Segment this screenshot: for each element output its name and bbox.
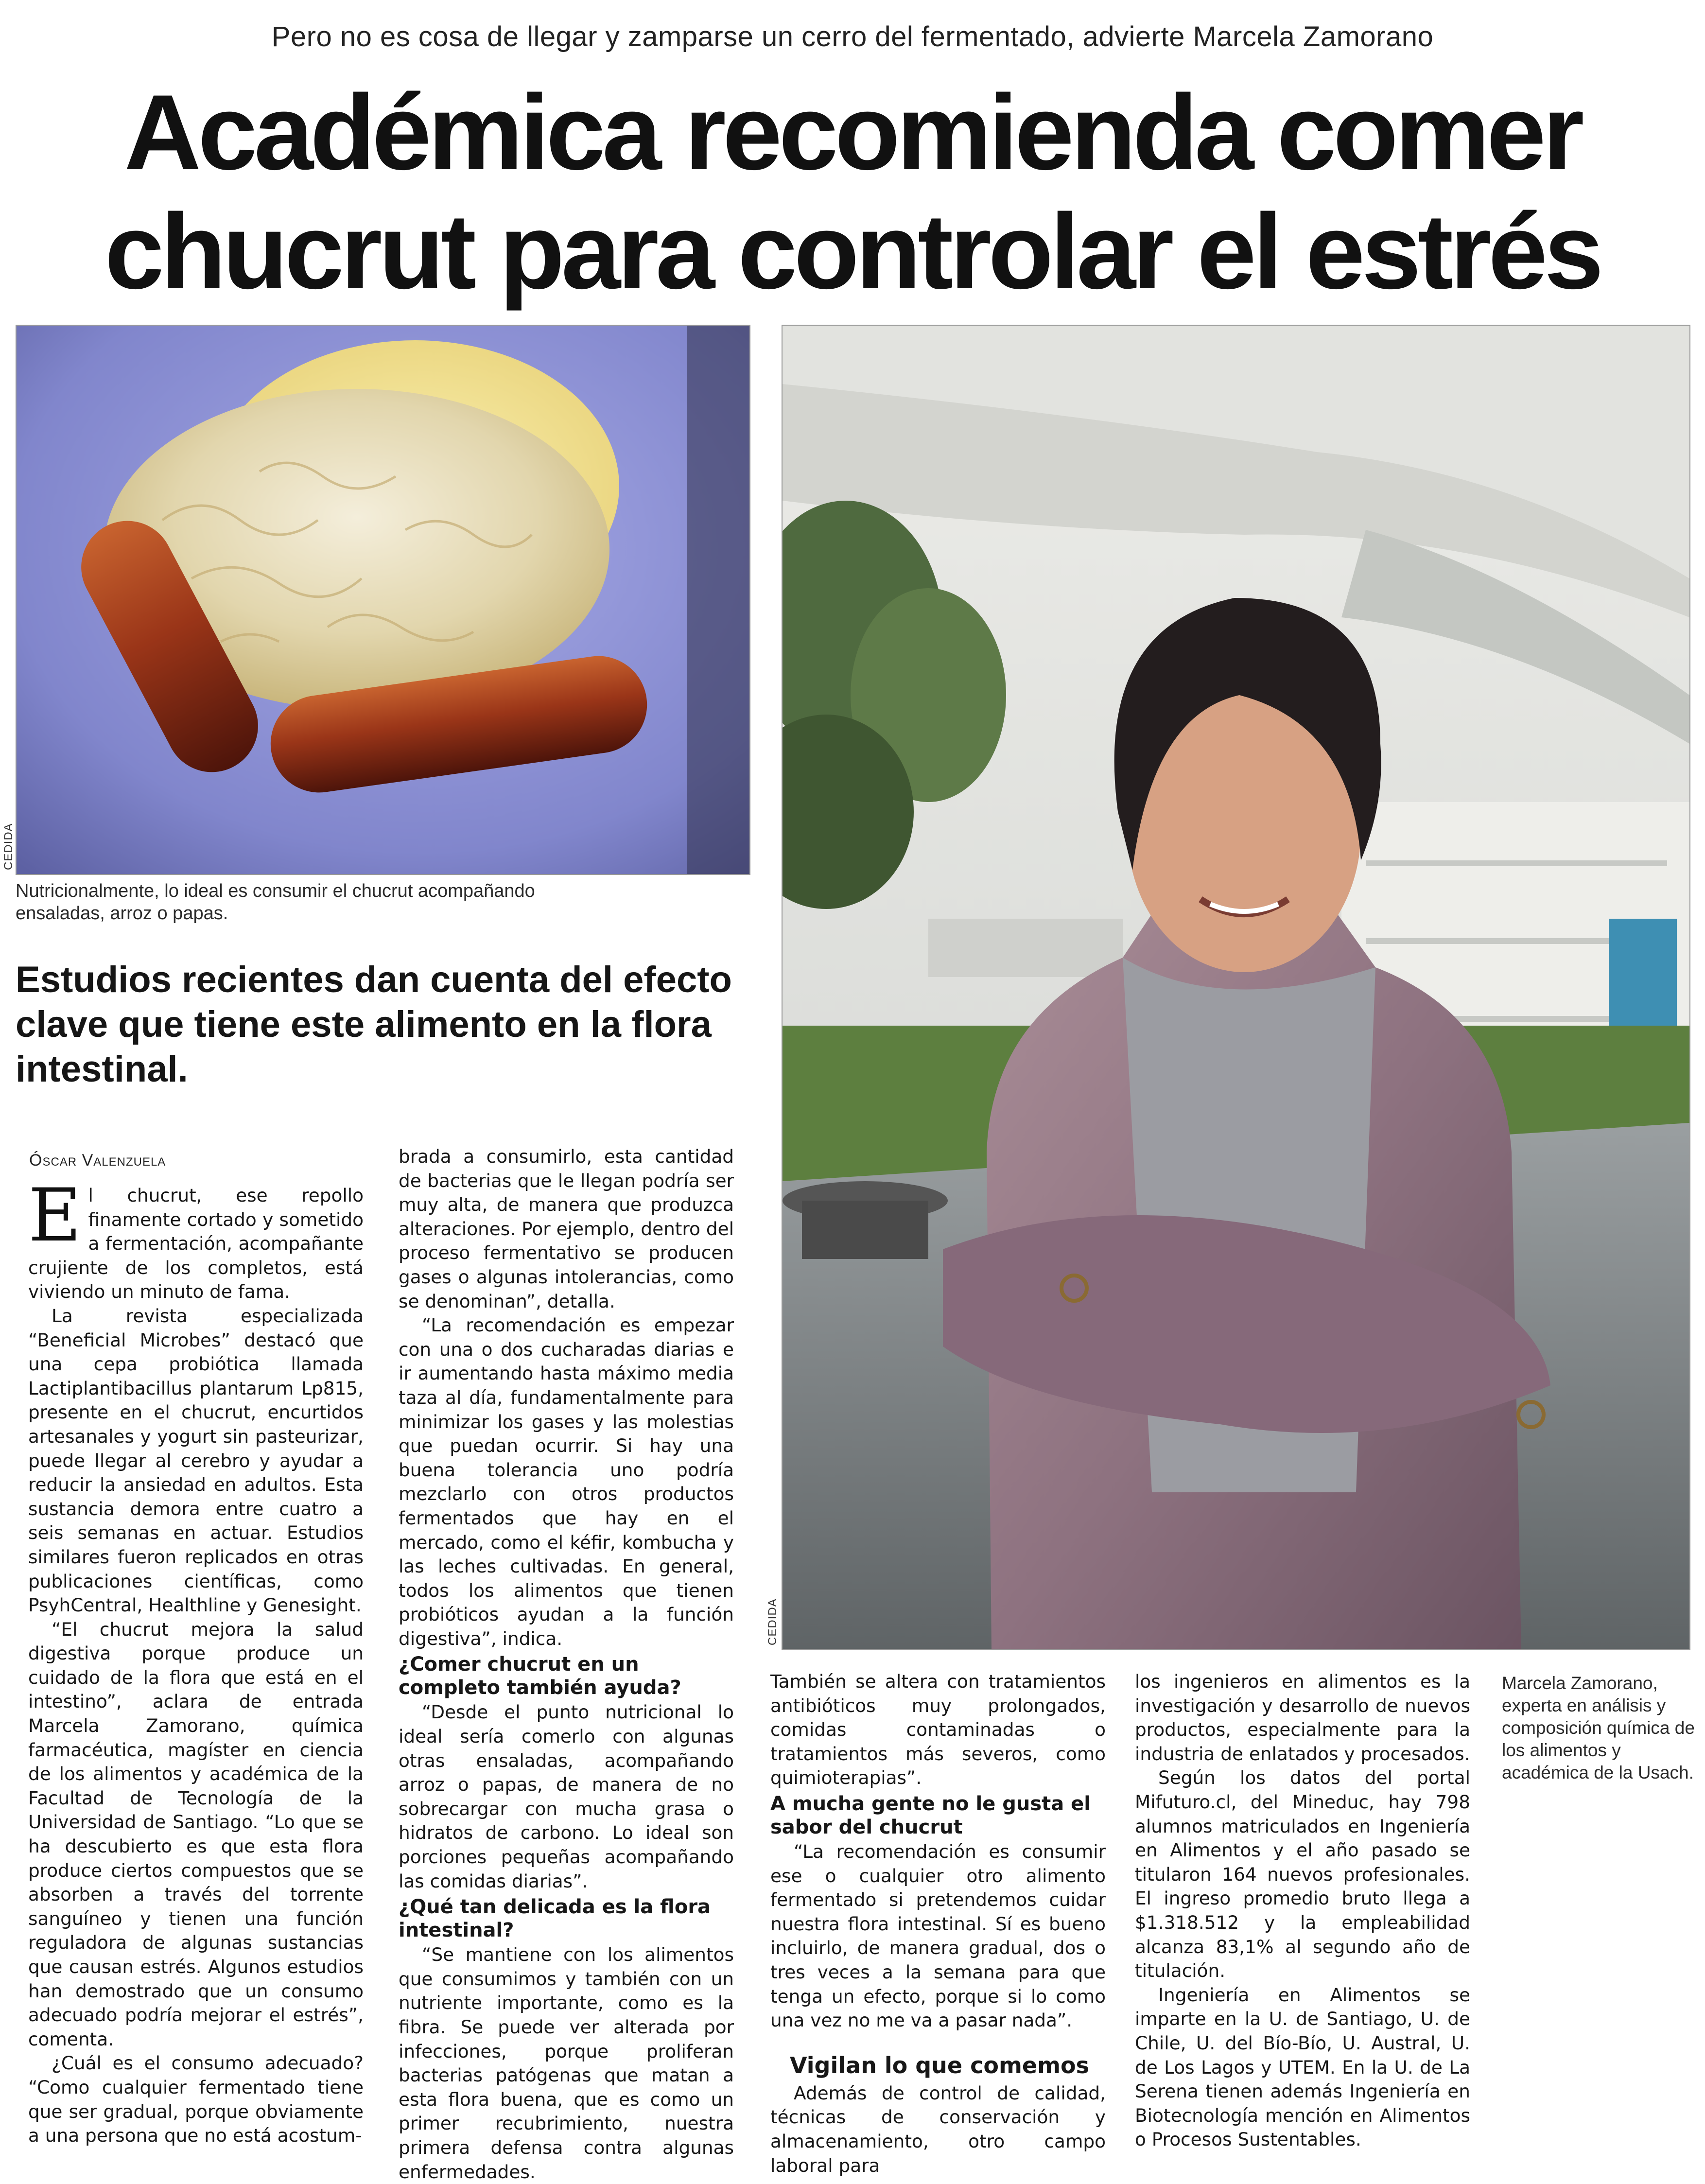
subhead: Estudios recientes dan cuenta del efecto clave que tiene este alimento en la flora intestinal. bbox=[16, 959, 732, 1090]
food-photo-image bbox=[17, 326, 749, 874]
portrait-photo-credit: CEDIDA bbox=[766, 1598, 779, 1645]
section-question: A mucha gente no le gusta el sabor del chucrut bbox=[770, 1792, 1091, 1838]
body-column-1 bbox=[28, 1173, 364, 2148]
body-paragraph: Además de control de calidad, técnicas de conservación y almacenamiento, otro campo laboral para bbox=[770, 2082, 1106, 2176]
section-heading: Vigilan lo que comemos bbox=[790, 2052, 1090, 2079]
body-paragraph: ¿Cuál es el consumo adecuado? “Como cualquier fermentado tiene que ser gradual, porque obviamente a una persona que no está acostum- bbox=[28, 2052, 364, 2147]
body-paragraph: los ingenieros en alimentos es la investigación y desarrollo de nuevos productos, especialmente para la industria de enlatados y procesados. bbox=[1135, 1671, 1470, 1765]
body-paragraph: La revista especializada “Beneficial Microbes” destacó que una cepa probiótica llamada Lactiplantibacillus plantarum Lp815, presente en el chucrut, encurtidos artesanales y yogurt sin pasteurizar, puede llegar al cerebro y ayudar a reducir la ansiedad en adultos. Esta sustancia demora entre cuatro a seis semanas en actuar. Estudios similares fueron replicados en otras publicaciones científicas, como PsyhCentral, Healthline y Genesight. bbox=[28, 1305, 364, 1616]
portrait-photo bbox=[782, 325, 1690, 1650]
headline-line-1: Académica recomienda comer bbox=[124, 72, 1581, 192]
food-photo-caption: Nutricionalmente, lo ideal es consumir el chucrut acompañando ensaladas, arroz o papas. bbox=[16, 881, 535, 924]
body-paragraph: Según los datos del portal Mifuturo.cl, del Mineduc, hay 798 alumnos matriculados en Ingeniería en Alimentos y el año pasado se titularon 164 nuevos profesionales. El ingreso promedio bruto llega a $1.318.512 y la empleabilidad alcanza 83,1% al segundo año de titulación. bbox=[1135, 1767, 1470, 1982]
body-paragraph: El chucrut, ese repollo finamente cortado y sometido a fermentación, acompañante crujiente de los completos, está viviendo un minuto de fama. bbox=[28, 1173, 364, 1303]
body-paragraph: “Desde el punto nutricional lo ideal sería comerlo con algunas otras ensaladas, acompañando arroz o papas, de manera de no sobrecargar con mucha grasa o hidratos de carbono. Lo ideal son porciones pequeñas acompañando las comidas diarias”. bbox=[399, 1701, 734, 1892]
section-question: ¿Qué tan delicada es la flora intestinal? bbox=[399, 1896, 711, 1942]
food-photo-credit: CEDIDA bbox=[2, 823, 15, 870]
portrait-photo-caption: Marcela Zamorano, experta en análisis y composición química de los alimentos y académica de la Usach. bbox=[1502, 1673, 1695, 1782]
food-photo bbox=[16, 325, 750, 875]
body-paragraph: Ingeniería en Alimentos se imparte en la U. de Santiago, U. de Chile, U. del Bío-Bío, U. Austral, U. de Los Lagos y UTEM. En la U. de La Serena tienen además Ingeniería en Biotecnología mención en Alimentos o Procesos Sustentables. bbox=[1135, 1984, 1470, 2150]
body-column-4 bbox=[1135, 1670, 1470, 2152]
kicker: Pero no es cosa de llegar y zamparse un cerro del fermentado, advierte Marcela Zamorano bbox=[271, 21, 1434, 52]
headline bbox=[0, 73, 1705, 311]
body-paragraph: brada a consumirlo, esta cantidad de bacterias que le llegan podría ser muy alta, de manera que produzca alteraciones. Por ejemplo, dentro del proceso fermentativo se producen gases o algunas intolerancias, como se denominan”, detalla. bbox=[399, 1146, 734, 1312]
body-paragraph: También se altera con tratamientos antibióticos muy prolongados, comidas contaminadas o tratamientos más severos, como quimioterapias”. bbox=[770, 1671, 1106, 1789]
drop-cap: E bbox=[28, 1173, 82, 1258]
body-paragraph: “La recomendación es empezar con una o dos cucharadas diarias e ir aumentando hasta máximo media taza al día, fundamentalmente para minimizar los gases y las molestias que puedan ocurrir. Si hay una buena tolerancia uno podría mezclarlo con otros productos fermentados que hay en el mercado, como el kéfir, kombucha y las leches cultivadas. En general, todos los alimentos que tienen probióticos ayudan a la función digestiva”, indica. bbox=[399, 1314, 734, 1649]
headline-line-2: chucrut para controlar el estrés bbox=[104, 192, 1601, 311]
body-paragraph: “Se mantiene con los alimentos que consumimos y también con un nutriente importante, como es la fibra. Se puede ver alterada por infecciones, porque proliferan bacterias patógenas que matan a esta flora buena, que es como un primer recubrimiento, nuestra primera defensa contra algunas enfermedades. bbox=[399, 1944, 734, 2183]
section-question: ¿Comer chucrut en un completo también ayuda? bbox=[399, 1653, 681, 1699]
body-paragraph: “La recomendación es consumir ese o cualquier otro alimento fermentado si pretendemos cuidar nuestra flora intestinal. Sí es bueno incluirlo, de manera gradual, dos o tres veces a la semana para que tenga un efecto, porque si lo como una vez no me va a pasar nada”. bbox=[770, 1840, 1106, 2031]
body-paragraph: “El chucrut mejora la salud digestiva porque produce un cuidado de la flora que está en el intestino”, aclara de entrada Marcela Zamorano, química farmacéutica, magíster en ciencia de los alimentos y académica de la Facultad de Tecnología de la Universidad de Santiago. “Lo que se ha descubierto es que esta flora produce ciertos compuestos que se absorben a través del torrente sanguíneo y tienen una función reguladora de algunas sustancias que causan estrés. Algunos estudios han demostrado que un consumo adecuado podría mejorar el estrés”, comenta. bbox=[28, 1618, 364, 2050]
body-column-3 bbox=[770, 1670, 1106, 2178]
byline: Óscar Valenzuela bbox=[29, 1151, 166, 1170]
portrait-photo-image bbox=[783, 326, 1689, 1649]
body-column-2 bbox=[399, 1145, 734, 2184]
